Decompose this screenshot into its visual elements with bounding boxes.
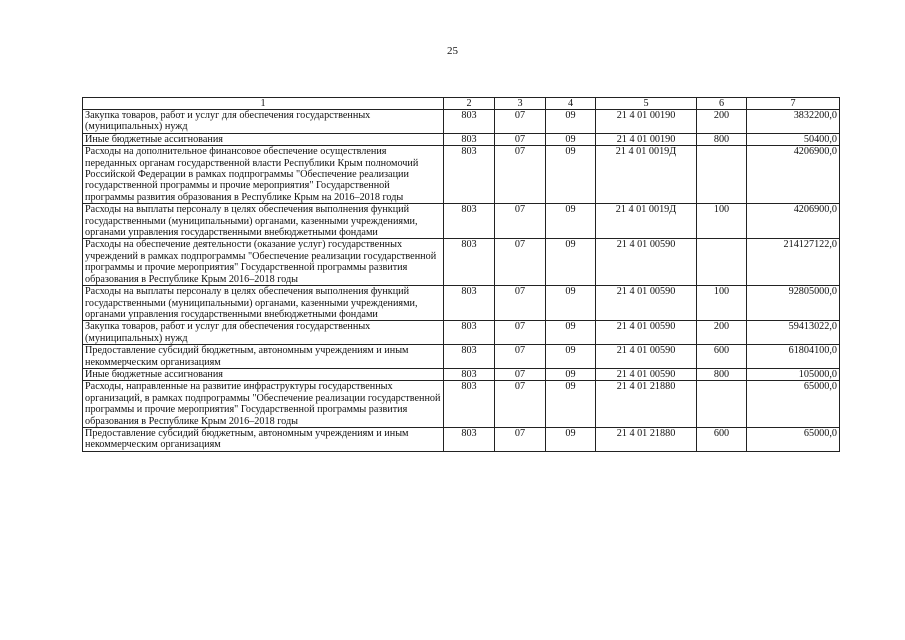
row-ministry-code: 803 xyxy=(444,427,495,451)
row-amount: 65000,0 xyxy=(747,381,840,428)
row-subsection-code: 09 xyxy=(546,133,596,145)
row-subsection-code: 09 xyxy=(546,239,596,286)
row-target-article: 21 4 01 00190 xyxy=(596,110,697,134)
row-section-code: 07 xyxy=(495,286,546,321)
row-ministry-code: 803 xyxy=(444,368,495,380)
row-ministry-code: 803 xyxy=(444,239,495,286)
row-description: Предоставление субсидий бюджетным, автономным учреждениям и иным некоммерческим организациям xyxy=(83,345,444,369)
row-expense-type: 200 xyxy=(697,321,747,345)
table-row xyxy=(83,286,840,321)
row-target-article: 21 4 01 00590 xyxy=(596,321,697,345)
row-expense-type xyxy=(697,146,747,204)
row-description: Закупка товаров, работ и услуг для обеспечения государственных (муниципальных) нужд xyxy=(83,321,444,345)
row-ministry-code: 803 xyxy=(444,110,495,134)
row-section-code: 07 xyxy=(495,133,546,145)
row-subsection-code: 09 xyxy=(546,321,596,345)
header-col-1: 1 xyxy=(83,98,444,110)
header-col-3: 3 xyxy=(495,98,546,110)
row-subsection-code: 09 xyxy=(546,345,596,369)
row-description: Расходы на выплаты персоналу в целях обеспечения выполнения функций государственными (муниципальными) органами, казенными учреждениями, органами управления государственными внебюджетными фондами xyxy=(83,204,444,239)
row-target-article: 21 4 01 00190 xyxy=(596,133,697,145)
row-section-code: 07 xyxy=(495,368,546,380)
table-row xyxy=(83,381,840,428)
row-ministry-code: 803 xyxy=(444,321,495,345)
row-description: Иные бюджетные ассигнования xyxy=(83,368,444,380)
row-target-article: 21 4 01 00590 xyxy=(596,239,697,286)
row-amount: 3832200,0 xyxy=(747,110,840,134)
row-section-code: 07 xyxy=(495,427,546,451)
row-expense-type: 800 xyxy=(697,133,747,145)
row-amount: 4206900,0 xyxy=(747,146,840,204)
row-section-code: 07 xyxy=(495,110,546,134)
row-section-code: 07 xyxy=(495,239,546,286)
row-amount: 59413022,0 xyxy=(747,321,840,345)
row-expense-type xyxy=(697,239,747,286)
row-section-code: 07 xyxy=(495,204,546,239)
row-target-article: 21 4 01 0019Д xyxy=(596,204,697,239)
header-col-5: 5 xyxy=(596,98,697,110)
row-amount: 50400,0 xyxy=(747,133,840,145)
row-section-code: 07 xyxy=(495,381,546,428)
row-description: Расходы на выплаты персоналу в целях обеспечения выполнения функций государственными (муниципальными) органами, казенными учреждениями, органами управления государственными внебюджетными фондами xyxy=(83,286,444,321)
row-target-article: 21 4 01 00590 xyxy=(596,368,697,380)
header-col-4: 4 xyxy=(546,98,596,110)
header-col-6: 6 xyxy=(697,98,747,110)
row-description: Закупка товаров, работ и услуг для обеспечения государственных (муниципальных) нужд xyxy=(83,110,444,134)
row-section-code: 07 xyxy=(495,321,546,345)
table-row xyxy=(83,239,840,286)
row-amount: 61804100,0 xyxy=(747,345,840,369)
row-expense-type: 100 xyxy=(697,204,747,239)
row-amount: 65000,0 xyxy=(747,427,840,451)
row-ministry-code: 803 xyxy=(444,204,495,239)
row-description: Иные бюджетные ассигнования xyxy=(83,133,444,145)
row-description: Расходы на дополнительное финансовое обеспечение осуществления переданных органам государственной власти Республики Крым полномочий Российской Федерации в рамках подпрограммы "Обеспечение реализации государственной программы и прочие мероприятия" Государственной программы развития образования в Республике Крым на 2016–2018 годы xyxy=(83,146,444,204)
row-target-article: 21 4 01 21880 xyxy=(596,381,697,428)
table-row xyxy=(83,146,840,204)
row-expense-type xyxy=(697,381,747,428)
row-subsection-code: 09 xyxy=(546,286,596,321)
row-target-article: 21 4 01 00590 xyxy=(596,286,697,321)
row-subsection-code: 09 xyxy=(546,146,596,204)
row-subsection-code: 09 xyxy=(546,427,596,451)
row-expense-type: 600 xyxy=(697,427,747,451)
row-subsection-code: 09 xyxy=(546,204,596,239)
row-expense-type: 100 xyxy=(697,286,747,321)
header-col-7: 7 xyxy=(747,98,840,110)
table-row xyxy=(83,204,840,239)
row-subsection-code: 09 xyxy=(546,110,596,134)
table-row xyxy=(83,133,840,145)
row-target-article: 21 4 01 0019Д xyxy=(596,146,697,204)
header-col-2: 2 xyxy=(444,98,495,110)
row-description: Предоставление субсидий бюджетным, автономным учреждениям и иным некоммерческим организациям xyxy=(83,427,444,451)
row-description: Расходы на обеспечение деятельности (оказание услуг) государственных учреждений в рамках подпрограммы "Обеспечение реализации государственной программы и прочие мероприятия" Государственной программы развития образования в Республике Крым 2016–2018 годы xyxy=(83,239,444,286)
row-amount: 214127122,0 xyxy=(747,239,840,286)
budget-table xyxy=(82,97,840,452)
row-section-code: 07 xyxy=(495,345,546,369)
table-row xyxy=(83,110,840,134)
row-amount: 92805000,0 xyxy=(747,286,840,321)
row-subsection-code: 09 xyxy=(546,368,596,380)
row-amount: 105000,0 xyxy=(747,368,840,380)
row-expense-type: 600 xyxy=(697,345,747,369)
row-target-article: 21 4 01 21880 xyxy=(596,427,697,451)
table-row xyxy=(83,368,840,380)
row-description: Расходы, направленные на развитие инфраструктуры государственных организаций, в рамках подпрограммы "Обеспечение реализации государственной программы и прочие мероприятия" Государственной программы развития образования в Республике Крым 2016–2018 годы xyxy=(83,381,444,428)
row-expense-type: 200 xyxy=(697,110,747,134)
row-ministry-code: 803 xyxy=(444,146,495,204)
row-target-article: 21 4 01 00590 xyxy=(596,345,697,369)
row-ministry-code: 803 xyxy=(444,381,495,428)
table-row xyxy=(83,427,840,451)
row-amount: 4206900,0 xyxy=(747,204,840,239)
header-row xyxy=(83,98,840,110)
page-number: 25 xyxy=(447,45,458,57)
row-section-code: 07 xyxy=(495,146,546,204)
table-row xyxy=(83,321,840,345)
row-ministry-code: 803 xyxy=(444,133,495,145)
row-expense-type: 800 xyxy=(697,368,747,380)
row-ministry-code: 803 xyxy=(444,286,495,321)
row-ministry-code: 803 xyxy=(444,345,495,369)
table-row xyxy=(83,345,840,369)
row-subsection-code: 09 xyxy=(546,381,596,428)
